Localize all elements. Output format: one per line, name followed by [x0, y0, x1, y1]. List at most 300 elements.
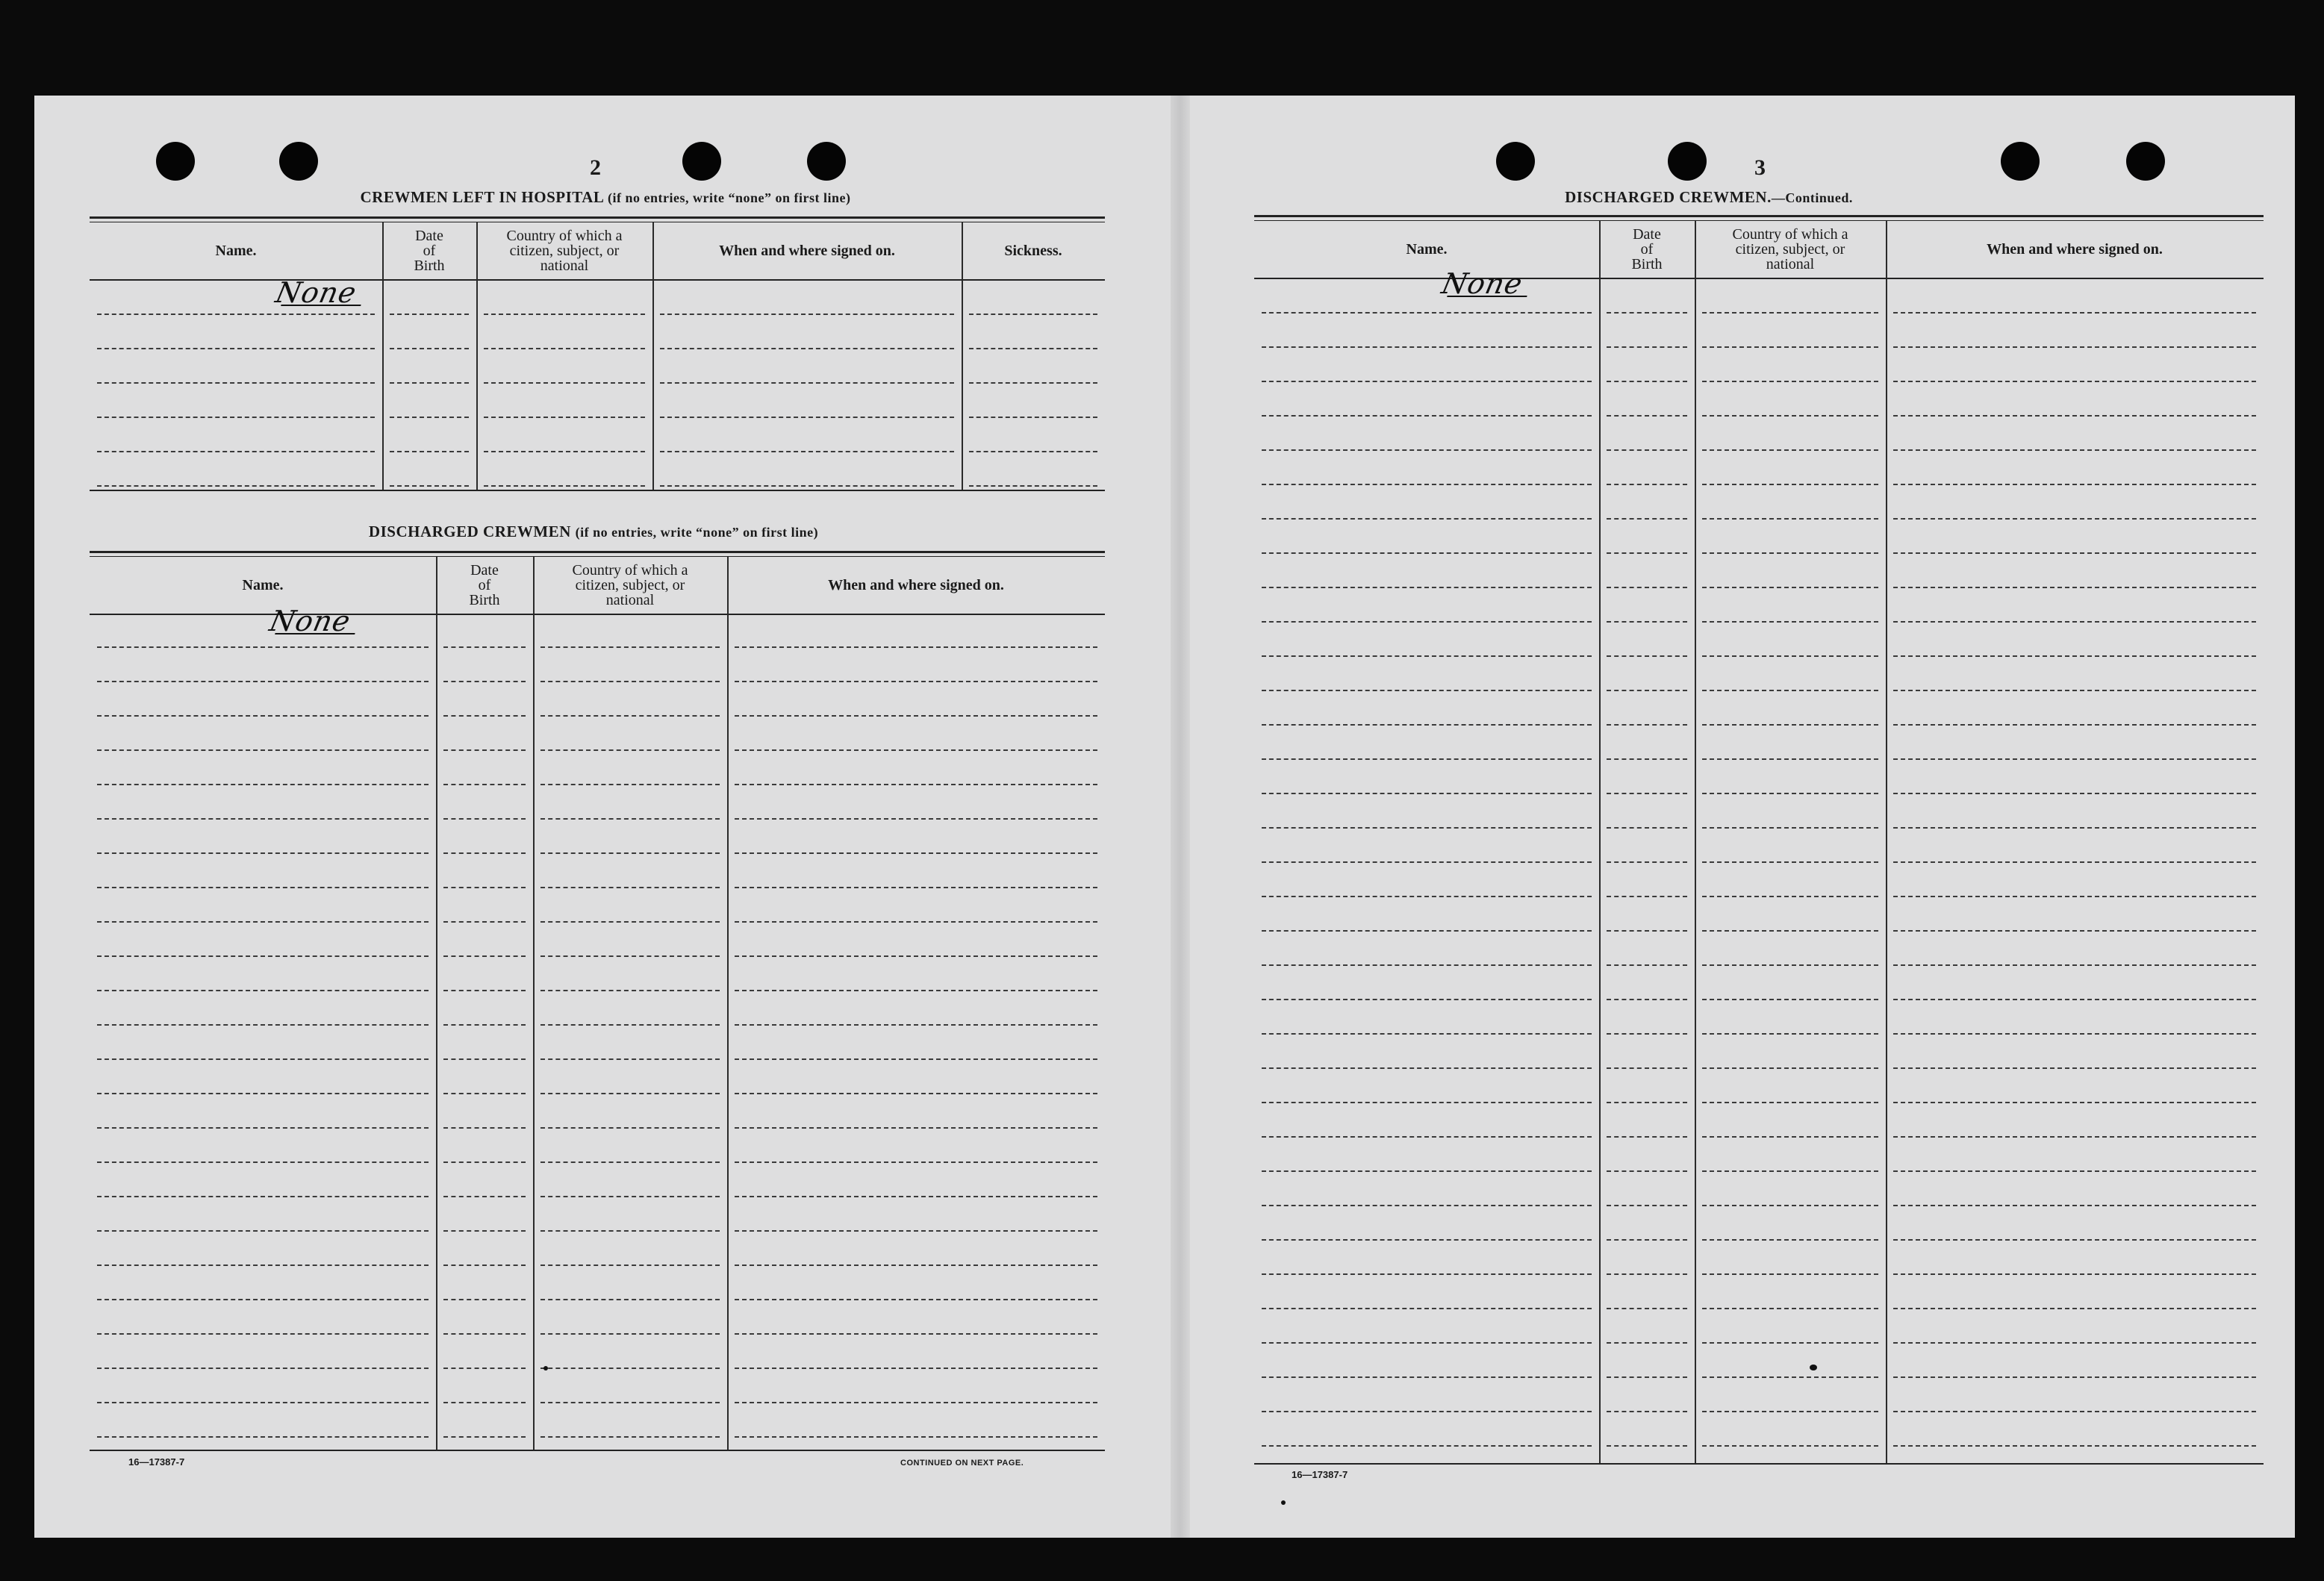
ruled-entry-line	[1702, 999, 1878, 1000]
ruled-entry-line	[1607, 724, 1687, 726]
ruled-entry-line	[1607, 1445, 1687, 1447]
ruled-entry-line	[1262, 1033, 1592, 1035]
ruled-entry-line	[1607, 1136, 1687, 1138]
column-divider	[1886, 221, 1887, 1463]
discharged-continued-title	[1190, 188, 2228, 207]
ruled-entry-line	[390, 485, 469, 487]
ruled-entry-line	[735, 1230, 1097, 1232]
ruled-entry-line	[735, 1333, 1097, 1335]
ruled-entry-line	[540, 990, 720, 991]
ruled-entry-line	[1262, 587, 1592, 588]
table-header-rule	[90, 614, 1105, 615]
ruled-entry-line	[1702, 1342, 1878, 1344]
ruled-entry-line	[735, 1402, 1097, 1403]
ruled-entry-line	[1702, 1445, 1878, 1447]
form-number: 16—17387-7	[1292, 1469, 1348, 1480]
ruled-entry-line	[1607, 415, 1687, 417]
ruled-entry-line	[1893, 1376, 2256, 1378]
ruled-entry-line	[1607, 896, 1687, 897]
ruled-entry-line	[1607, 827, 1687, 829]
col-header-signed-on: When and where signed on.	[828, 577, 1004, 593]
ruled-entry-line	[1702, 587, 1878, 588]
column-divider	[436, 557, 437, 1450]
ruled-entry-line	[660, 417, 954, 418]
ruled-entry-line	[1893, 587, 2256, 588]
ruled-entry-line	[1893, 449, 2256, 451]
punch-hole	[2126, 142, 2165, 181]
ruled-entry-line	[443, 1127, 526, 1129]
ruled-entry-line	[1702, 793, 1878, 794]
ruled-entry-line	[1893, 381, 2256, 382]
col-header-date-of-birth: Date of Birth	[414, 228, 445, 274]
ruled-entry-line	[97, 1368, 429, 1369]
ruled-entry-line	[1702, 1102, 1878, 1103]
handwritten-entry: None	[267, 605, 354, 637]
ruled-entry-line	[1893, 346, 2256, 348]
ruled-entry-line	[1702, 1205, 1878, 1206]
ruled-entry-line	[540, 784, 720, 785]
ruled-entry-line	[540, 1058, 720, 1060]
ruled-entry-line	[1607, 1342, 1687, 1344]
ruled-entry-line	[1262, 1342, 1592, 1344]
handwritten-entry: None	[1439, 267, 1526, 300]
ruled-entry-line	[1893, 861, 2256, 863]
ruled-entry-line	[1893, 1170, 2256, 1172]
hospital-table	[90, 216, 1105, 499]
ruled-entry-line	[969, 348, 1097, 349]
ruled-entry-line	[97, 715, 429, 717]
ruled-entry-line	[1607, 1239, 1687, 1241]
ruled-entry-line	[969, 314, 1097, 315]
ruled-entry-line	[1702, 381, 1878, 382]
ruled-entry-line	[97, 990, 429, 991]
ruled-entry-line	[97, 451, 375, 452]
ruled-entry-line	[1262, 827, 1592, 829]
ruled-entry-line	[540, 1265, 720, 1266]
ruled-entry-line	[390, 382, 469, 384]
ruled-entry-line	[443, 1196, 526, 1197]
ruled-entry-line	[1893, 1342, 2256, 1344]
ruled-entry-line	[97, 1265, 429, 1266]
ruled-entry-line	[540, 1230, 720, 1232]
ruled-entry-line	[443, 1402, 526, 1403]
ruled-entry-line	[97, 887, 429, 888]
ruled-entry-line	[1702, 1067, 1878, 1069]
ruled-entry-line	[1262, 484, 1592, 485]
ruled-entry-line	[1262, 346, 1592, 348]
section-title-main: DISCHARGED CREWMEN.	[1565, 188, 1772, 206]
ruled-entry-line	[1702, 552, 1878, 554]
ruled-entry-line	[97, 485, 375, 487]
ruled-entry-line	[1893, 1445, 2256, 1447]
ruled-entry-line	[735, 1093, 1097, 1094]
ruled-entry-line	[1607, 690, 1687, 691]
ruled-entry-line	[1607, 449, 1687, 451]
ruled-entry-line	[540, 1368, 720, 1369]
ruled-entry-line	[1607, 1273, 1687, 1275]
col-header-sickness: Sickness.	[1004, 243, 1062, 259]
ruled-entry-line	[735, 1196, 1097, 1197]
ruled-entry-line	[735, 784, 1097, 785]
ruled-entry-line	[97, 852, 429, 854]
ruled-entry-line	[1893, 964, 2256, 966]
ruled-entry-line	[1893, 690, 2256, 691]
ruled-entry-line	[540, 1402, 720, 1403]
ruled-entry-line	[1702, 1273, 1878, 1275]
ruled-entry-line	[735, 990, 1097, 991]
hospital-section-title	[34, 188, 1177, 207]
ruled-entry-line	[1893, 415, 2256, 417]
center-fold	[1171, 96, 1190, 1538]
ruled-entry-line	[1262, 1205, 1592, 1206]
ruled-entry-line	[1262, 518, 1592, 520]
ruled-entry-line	[540, 955, 720, 957]
ruled-entry-line	[97, 784, 429, 785]
ruled-entry-line	[540, 749, 720, 751]
ruled-entry-line	[735, 681, 1097, 682]
ruled-entry-line	[1262, 621, 1592, 623]
ruled-entry-line	[1702, 758, 1878, 760]
ruled-entry-line	[1262, 1102, 1592, 1103]
ruled-entry-line	[1702, 1239, 1878, 1241]
ruled-entry-line	[97, 382, 375, 384]
ruled-entry-line	[1893, 1033, 2256, 1035]
ruled-entry-line	[443, 1436, 526, 1438]
ruled-entry-line	[1607, 1170, 1687, 1172]
ruled-entry-line	[97, 1093, 429, 1094]
ruled-entry-line	[443, 784, 526, 785]
column-divider	[1599, 221, 1601, 1463]
ruled-entry-line	[1893, 1239, 2256, 1241]
table-top-rule	[90, 216, 1105, 222]
col-header-name: Name.	[1406, 241, 1448, 258]
punch-hole	[682, 142, 721, 181]
ruled-entry-line	[1607, 1033, 1687, 1035]
ruled-entry-line	[1607, 758, 1687, 760]
ruled-entry-line	[1607, 1067, 1687, 1069]
ruled-entry-line	[1893, 312, 2256, 314]
ruled-entry-line	[97, 314, 375, 315]
ruled-entry-line	[1262, 1170, 1592, 1172]
ruled-entry-line	[540, 852, 720, 854]
ruled-entry-line	[660, 485, 954, 487]
ruled-entry-line	[97, 681, 429, 682]
ruled-entry-line	[540, 1299, 720, 1300]
ruled-entry-line	[1702, 484, 1878, 485]
ruled-entry-line	[97, 1299, 429, 1300]
punch-hole	[807, 142, 846, 181]
ruled-entry-line	[1893, 1273, 2256, 1275]
table-header-rule	[1254, 278, 2264, 279]
ruled-entry-line	[97, 921, 429, 923]
ruled-entry-line	[969, 417, 1097, 418]
ruled-entry-line	[1607, 518, 1687, 520]
ruled-entry-line	[1893, 1102, 2256, 1103]
col-header-country: Country of which a citizen, subject, or national	[1732, 226, 1848, 272]
ruled-entry-line	[443, 818, 526, 820]
ruled-entry-line	[1702, 1170, 1878, 1172]
ruled-entry-line	[735, 887, 1097, 888]
ruled-entry-line	[540, 1093, 720, 1094]
ruled-entry-line	[1702, 690, 1878, 691]
ruled-entry-line	[443, 1265, 526, 1266]
ruled-entry-line	[1893, 1136, 2256, 1138]
ruled-entry-line	[1893, 827, 2256, 829]
ruled-entry-line	[1702, 415, 1878, 417]
ruled-entry-line	[660, 348, 954, 349]
ruled-entry-line	[1607, 1102, 1687, 1103]
ruled-entry-line	[1702, 1411, 1878, 1412]
ruled-entry-line	[1893, 621, 2256, 623]
ruled-entry-line	[1607, 312, 1687, 314]
ruled-entry-line	[1262, 1239, 1592, 1241]
column-divider	[533, 557, 535, 1450]
ruled-entry-line	[1702, 724, 1878, 726]
ruled-entry-line	[1702, 1376, 1878, 1378]
ruled-entry-line	[1262, 655, 1592, 657]
page-number: 2	[590, 155, 601, 180]
col-header-country: Country of which a citizen, subject, or national	[572, 562, 688, 608]
ruled-entry-line	[97, 1058, 429, 1060]
table-bottom-rule	[90, 1450, 1105, 1451]
ruled-entry-line	[735, 715, 1097, 717]
ruled-entry-line	[1607, 621, 1687, 623]
form-number: 16—17387-7	[128, 1456, 185, 1468]
ruled-entry-line	[1262, 964, 1592, 966]
ink-speck	[543, 1366, 548, 1370]
ruled-entry-line	[1893, 1308, 2256, 1309]
ruled-entry-line	[1607, 587, 1687, 588]
ruled-entry-line	[1262, 1273, 1592, 1275]
table-top-rule	[90, 551, 1105, 557]
ruled-entry-line	[1702, 449, 1878, 451]
ruled-entry-line	[1262, 861, 1592, 863]
ruled-entry-line	[484, 485, 645, 487]
ruled-entry-line	[97, 417, 375, 418]
ruled-entry-line	[1702, 1136, 1878, 1138]
ruled-entry-line	[1893, 1205, 2256, 1206]
punch-hole	[279, 142, 318, 181]
ruled-entry-line	[1893, 930, 2256, 932]
ruled-entry-line	[540, 715, 720, 717]
ruled-entry-line	[540, 1161, 720, 1163]
ruled-entry-line	[443, 749, 526, 751]
punch-hole	[1496, 142, 1535, 181]
ruled-entry-line	[1262, 449, 1592, 451]
ruled-entry-line	[1893, 484, 2256, 485]
ruled-entry-line	[97, 955, 429, 957]
ruled-entry-line	[97, 1230, 429, 1232]
ruled-entry-line	[540, 1024, 720, 1026]
ruled-entry-line	[1607, 930, 1687, 932]
section-title-note: (if no entries, write “none” on first line)	[575, 525, 819, 540]
ruled-entry-line	[443, 1333, 526, 1335]
ruled-entry-line	[1262, 930, 1592, 932]
ruled-entry-line	[97, 1161, 429, 1163]
ruled-entry-line	[735, 852, 1097, 854]
ruled-entry-line	[1262, 1067, 1592, 1069]
ruled-entry-line	[1607, 861, 1687, 863]
col-header-signed-on: When and where signed on.	[1987, 241, 2163, 258]
ruled-entry-line	[540, 1436, 720, 1438]
ruled-entry-line	[735, 1058, 1097, 1060]
ruled-entry-line	[1702, 896, 1878, 897]
ruled-entry-line	[443, 921, 526, 923]
ruled-entry-line	[1607, 1308, 1687, 1309]
ruled-entry-line	[97, 1436, 429, 1438]
ruled-entry-line	[443, 1093, 526, 1094]
discharged-section-title	[34, 523, 1153, 541]
ruled-entry-line	[97, 348, 375, 349]
ruled-entry-line	[1607, 964, 1687, 966]
ruled-entry-line	[443, 646, 526, 648]
ruled-entry-line	[443, 1161, 526, 1163]
ruled-entry-line	[97, 1127, 429, 1129]
ruled-entry-line	[1262, 552, 1592, 554]
ruled-entry-line	[1893, 1411, 2256, 1412]
ruled-entry-line	[735, 1127, 1097, 1129]
continued-note: CONTINUED ON NEXT PAGE.	[900, 1459, 1024, 1468]
ruled-entry-line	[1607, 1411, 1687, 1412]
ruled-entry-line	[390, 348, 469, 349]
ruled-entry-line	[97, 818, 429, 820]
section-title-main: CREWMEN LEFT IN HOSPITAL	[360, 188, 604, 206]
ruled-entry-line	[484, 348, 645, 349]
ruled-entry-line	[1893, 793, 2256, 794]
ruled-entry-line	[1893, 1067, 2256, 1069]
ruled-entry-line	[1702, 312, 1878, 314]
column-divider	[1695, 221, 1696, 1463]
ruled-entry-line	[1702, 621, 1878, 623]
ruled-entry-line	[1702, 827, 1878, 829]
discharged-continued-table	[1254, 215, 2264, 1581]
ink-speck	[1281, 1500, 1286, 1505]
section-title-note: (if no entries, write “none” on first line)	[608, 190, 851, 205]
ruled-entry-line	[443, 681, 526, 682]
ruled-entry-line	[443, 1230, 526, 1232]
ruled-entry-line	[1893, 655, 2256, 657]
ruled-entry-line	[390, 451, 469, 452]
ruled-entry-line	[1607, 552, 1687, 554]
ruled-entry-line	[484, 451, 645, 452]
ruled-entry-line	[1702, 518, 1878, 520]
ruled-entry-line	[390, 417, 469, 418]
ruled-entry-line	[1262, 1136, 1592, 1138]
ruled-entry-line	[1702, 1308, 1878, 1309]
ruled-entry-line	[735, 1368, 1097, 1369]
ruled-entry-line	[1893, 999, 2256, 1000]
ruled-entry-line	[969, 451, 1097, 452]
ruled-entry-line	[484, 314, 645, 315]
ruled-entry-line	[443, 715, 526, 717]
ruled-entry-line	[735, 749, 1097, 751]
ruled-entry-line	[540, 646, 720, 648]
ruled-entry-line	[1607, 346, 1687, 348]
punch-hole	[2001, 142, 2040, 181]
ruled-entry-line	[540, 818, 720, 820]
ruled-entry-line	[1702, 964, 1878, 966]
ruled-entry-line	[443, 1299, 526, 1300]
ruled-entry-line	[1262, 896, 1592, 897]
ruled-entry-line	[443, 1058, 526, 1060]
col-header-date-of-birth: Date of Birth	[469, 562, 500, 608]
ruled-entry-line	[540, 921, 720, 923]
ruled-entry-line	[443, 1368, 526, 1369]
table-bottom-rule	[90, 490, 1105, 491]
ruled-entry-line	[1262, 690, 1592, 691]
ruled-entry-line	[540, 681, 720, 682]
ruled-entry-line	[97, 749, 429, 751]
ruled-entry-line	[1607, 655, 1687, 657]
table-top-rule	[1254, 215, 2264, 221]
ruled-entry-line	[1702, 346, 1878, 348]
ink-speck	[1810, 1365, 1817, 1370]
handwritten-entry: None	[272, 276, 360, 309]
ruled-entry-line	[390, 314, 469, 315]
ruled-entry-line	[540, 887, 720, 888]
ruled-entry-line	[1262, 1308, 1592, 1309]
ruled-entry-line	[1262, 381, 1592, 382]
table-bottom-rule	[1254, 1463, 2264, 1465]
ruled-entry-line	[1893, 896, 2256, 897]
section-title-continued: —Continued.	[1771, 190, 1853, 205]
ruled-entry-line	[1262, 312, 1592, 314]
ruled-entry-line	[660, 314, 954, 315]
ruled-entry-line	[1262, 758, 1592, 760]
ruled-entry-line	[443, 887, 526, 888]
ruled-entry-line	[660, 382, 954, 384]
ruled-entry-line	[1607, 1205, 1687, 1206]
ruled-entry-line	[735, 818, 1097, 820]
column-divider	[727, 557, 729, 1450]
document-sheet	[34, 96, 2295, 1538]
ruled-entry-line	[97, 1333, 429, 1335]
ruled-entry-line	[1893, 724, 2256, 726]
punch-hole	[156, 142, 195, 181]
ruled-entry-line	[735, 646, 1097, 648]
ruled-entry-line	[735, 1436, 1097, 1438]
ruled-entry-line	[484, 382, 645, 384]
ruled-entry-line	[97, 1402, 429, 1403]
col-header-name: Name.	[242, 577, 284, 593]
ruled-entry-line	[969, 485, 1097, 487]
left-page	[34, 96, 1171, 1538]
ruled-entry-line	[443, 955, 526, 957]
ruled-entry-line	[1262, 724, 1592, 726]
ruled-entry-line	[1702, 861, 1878, 863]
ruled-entry-line	[1262, 1411, 1592, 1412]
ruled-entry-line	[735, 1299, 1097, 1300]
ruled-entry-line	[1262, 793, 1592, 794]
col-header-country: Country of which a citizen, subject, or national	[506, 228, 623, 274]
ruled-entry-line	[1262, 999, 1592, 1000]
table-header-rule	[90, 279, 1105, 281]
ruled-entry-line	[1702, 1033, 1878, 1035]
ruled-entry-line	[1893, 518, 2256, 520]
ruled-entry-line	[1607, 484, 1687, 485]
ruled-entry-line	[540, 1196, 720, 1197]
ruled-entry-line	[1262, 1376, 1592, 1378]
ruled-entry-line	[97, 1196, 429, 1197]
ruled-entry-line	[735, 921, 1097, 923]
ruled-entry-line	[735, 1265, 1097, 1266]
ruled-entry-line	[1607, 793, 1687, 794]
ruled-entry-line	[540, 1333, 720, 1335]
ruled-entry-line	[540, 1127, 720, 1129]
ruled-entry-line	[1702, 930, 1878, 932]
ruled-entry-line	[1893, 758, 2256, 760]
discharged-table	[90, 551, 1105, 1547]
